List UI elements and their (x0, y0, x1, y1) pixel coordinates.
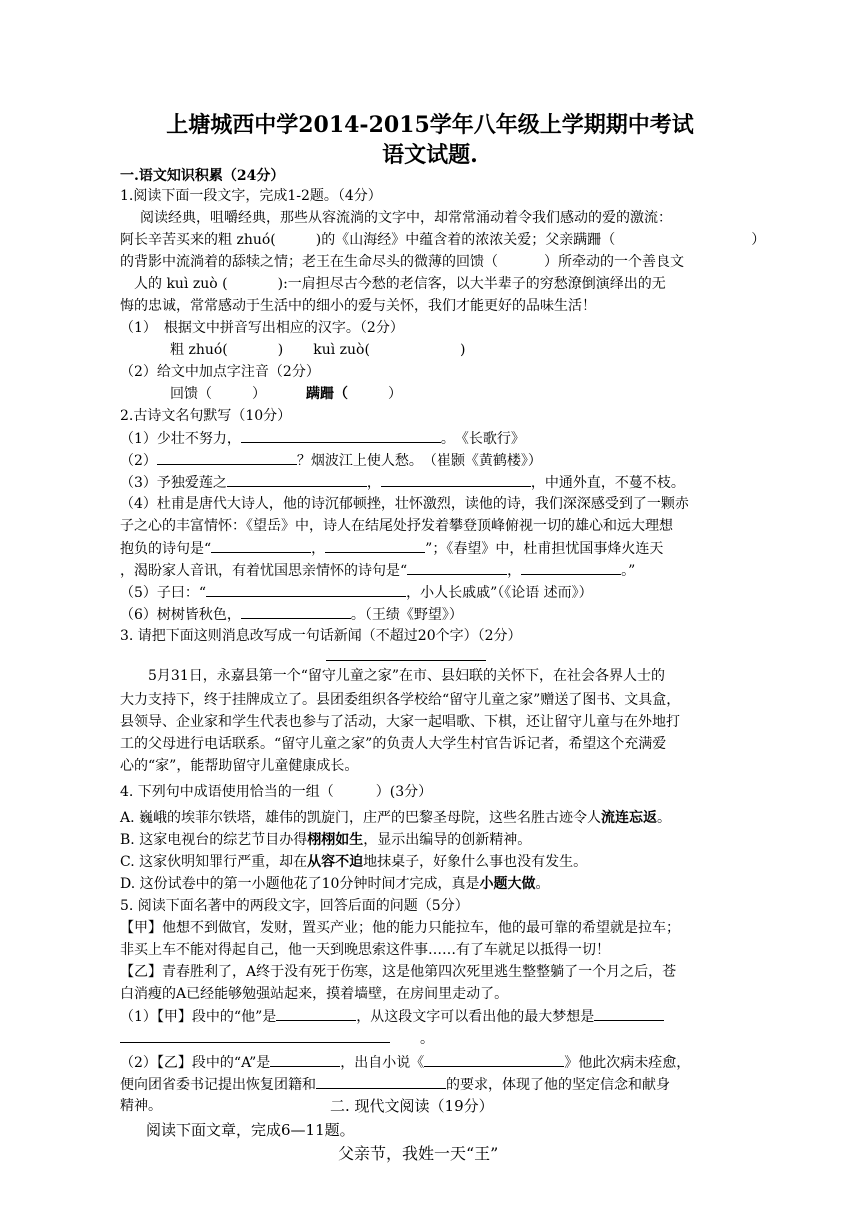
text: ， (366, 475, 381, 491)
answer-blank[interactable] (381, 472, 531, 487)
text: ) (459, 342, 466, 358)
text: 栩栩如生 (307, 832, 364, 848)
answer-blank[interactable] (206, 582, 406, 597)
q3-heading: 3. 请把下面这则消息改写成一句话新闻（不超过20个字）（2分） (120, 628, 522, 644)
q2-line: 子之心的丰富情怀：《望岳》中，诗人在结尾处抒发着攀登顶峰俯视一切的雄心和远大理想 (120, 518, 673, 534)
text: 的背影中流淌着的舔犊之情；老王在生命尽头的微薄的回馈（ (120, 254, 498, 270)
text: ”；《春望》中，杜甫担忧国事烽火连天 (425, 541, 664, 557)
answer-blank[interactable] (211, 538, 311, 553)
text: （3）予独爱莲之 (120, 475, 227, 491)
q2-line: （4）杜甫是唐代大诗人，他的诗沉郁顿挫，壮怀激烈，读他的诗，我们深深感受到了一颗赤 (120, 496, 689, 512)
q5-sub2 (120, 1052, 690, 1073)
text: 。 《长歌行》 (440, 431, 525, 447)
text: ）所牵动的一个善良文 (544, 254, 684, 270)
text: )的《山海经》中蕴含着的浓浓关爱；父亲蹒跚（ (315, 232, 616, 248)
text: ) (277, 342, 284, 358)
q2-line (120, 560, 635, 581)
q5-sub1-cont (120, 1028, 434, 1049)
q5-sub1 (120, 1006, 664, 1027)
text: （5）子曰：“ (120, 585, 207, 601)
text: 。 (535, 876, 550, 892)
q4-option-a (120, 808, 671, 828)
section-1-heading: 一.语文知识积累（24分） (120, 168, 285, 184)
text: 粗 zhuó( (170, 342, 228, 358)
answer-blank[interactable] (157, 450, 297, 465)
paper-subtitle: 语文试题. (382, 142, 478, 168)
q5-excerpt-yi: 【乙】青春胜利了，A终于没有死于伤寒，这是他第四次死里逃生整整躺了一个月之后，苍 (120, 964, 677, 980)
text: ） (751, 232, 766, 248)
text: ） (252, 386, 266, 402)
paper-title: 上塘城西中学2014-2015学年八年级上学期期中考试 (166, 112, 694, 138)
text: 小题大做 (479, 876, 536, 892)
q2-line (120, 428, 525, 449)
q3-passage-line: 心的“家”，能帮助留守儿童健康成长。 (120, 758, 359, 774)
text: ，出自小说《 (340, 1055, 425, 1071)
text: ？烟波江上使人愁。 （崔颢《黄鹤楼》） (296, 453, 542, 469)
q1-passage-line (120, 230, 765, 250)
text: ，显示出编导的创新精神。 (363, 832, 532, 848)
q3-answer-line[interactable] (326, 660, 486, 661)
q3-passage-line: 县领导、企业家和学生代表也参与了活动，大家一起唱歌、下棋，还让留守儿童与在外地打 (120, 714, 680, 730)
q2-line (120, 450, 542, 471)
q1-passage-line (134, 274, 666, 294)
article-title: 父亲节，我姓一天“王” (338, 1144, 499, 1163)
q3-passage-line: 5月31日，永嘉县第一个“留守儿童之家”在市、县妇联的关怀下，在社会各界人士的 (148, 668, 666, 684)
q4-option-c (120, 852, 587, 872)
text: kuì zuò( (313, 342, 370, 358)
q4-option-d (120, 874, 549, 894)
q1-passage-line: 悔的忠诚，常常感动于生活中的细小的爱与关怀，我们才能更好的品味生活！ (120, 298, 596, 314)
text: （2）【乙】段中的“A”是 (120, 1055, 271, 1071)
text: 阿长辛苦买来的粗 zhuó( (120, 232, 276, 248)
answer-blank[interactable] (241, 428, 441, 443)
text: 回馈（ (170, 386, 212, 402)
section-2-heading: 二. 现代文阅读（19分） (330, 1097, 494, 1115)
text: ，小人长戚戚”（《论语 述而》） (406, 585, 593, 601)
answer-blank[interactable] (521, 560, 621, 575)
q2-line (120, 582, 593, 603)
text: 流连忘返 (601, 810, 658, 826)
text: 便向团省委书记提出恢复团籍和 (120, 1077, 316, 1093)
text: 人的 kuì zuò ( (134, 276, 228, 292)
q1-heading: 1.阅读下面一段文字，完成1-2题。（4分） (120, 188, 382, 204)
q1-passage-line: 阅读经典，咀嚼经典，那些从容流淌的文字中，却常常涌动着令我们感动的爱的激流： (140, 210, 672, 226)
text: D. 这份试卷中的第一小题他花了10分钟时间才完成，真是 (120, 876, 480, 892)
text: （2） (120, 453, 157, 469)
text: A. 巍峨的埃菲尔铁塔，雄伟的凯旋门，庄严的巴黎圣母院，这些名胜古迹令人 (120, 810, 602, 826)
text: 地抹桌子，好象什么事也没有发生。 (363, 854, 588, 870)
text: ， (507, 563, 522, 579)
text: （6）树树皆秋色， (120, 607, 241, 623)
text: 。” (621, 563, 636, 579)
section-2-intro: 阅读下面文章，完成6—11题。 (146, 1121, 355, 1139)
q1-sub2: （2）给文中加点字注音（2分） (120, 364, 320, 380)
answer-blank[interactable] (325, 538, 425, 553)
text: 抱负的诗句是“ (120, 541, 212, 557)
q4-option-b (120, 830, 531, 850)
text: ） (388, 386, 402, 402)
q5-excerpt-jia: 非买上车不能对得起自己，他一天到晚思索这件事……有了车就足以抵得一切！ (120, 942, 610, 958)
answer-blank[interactable] (407, 560, 507, 575)
q2-heading: 2.古诗文名句默写（10分） (120, 408, 292, 424)
q2-line (120, 538, 663, 559)
text: 》他此次病未痊愈， (564, 1055, 691, 1071)
q5-sub2-end: 精神。 (120, 1098, 162, 1114)
text: ，渴盼家人音讯，有着忧国思亲情怀的诗句是“ (120, 563, 408, 579)
q1-sub2-blanks (170, 384, 402, 404)
text: ，中通外直，不蔓不枝。 (530, 475, 685, 491)
text: B. 这家电视台的综艺节目办得 (120, 832, 308, 848)
q1-sub1: （1） 根据文中拼音写出相应的汉字。（2分） (120, 320, 404, 336)
text: 的要求，体现了他的坚定信念和献身 (446, 1077, 670, 1093)
q5-sub2-cont (120, 1074, 670, 1095)
text: C. 这家伙明知罪行严重，却在 (120, 854, 308, 870)
q3-passage-line: 大力支持下，终于挂牌成立了。县团委组织各学校给“留守儿童之家”赠送了图书、文具盒， (120, 692, 681, 708)
answer-blank[interactable] (594, 1006, 664, 1021)
q2-line (120, 604, 463, 625)
text: ，从这段文字可以看出他的最大梦想是 (356, 1009, 595, 1025)
answer-blank[interactable] (424, 1052, 564, 1067)
answer-blank[interactable] (276, 1006, 356, 1021)
answer-blank[interactable] (120, 1028, 390, 1043)
text: 蹒跚（ (306, 386, 348, 402)
answer-blank[interactable] (227, 472, 367, 487)
q5-excerpt-yi: 白消瘦的A已经能够勉强站起来，摸着墙壁，在房间里走动了。 (120, 986, 509, 1002)
answer-blank[interactable] (241, 604, 351, 619)
text: 从容不迫 (307, 854, 364, 870)
text: ):一肩担尽古今愁的老信客，以大半辈子的穷愁潦倒演绎出的无 (277, 276, 666, 292)
text: （1）【甲】段中的“他”是 (120, 1009, 277, 1025)
text: 。（王绩《野望》） (350, 607, 463, 623)
text: ， (311, 541, 326, 557)
q1-sub1-blanks (170, 340, 465, 360)
q5-excerpt-jia: 【甲】他想不到做官，发财，置买产业；他的能力只能拉车，他的最可靠的希望就是拉车； (120, 920, 680, 936)
text: 。 (420, 1031, 434, 1047)
answer-blank[interactable] (316, 1074, 446, 1089)
q4-heading: 4. 下列句中成语使用恰当的一组（ ）(3分） (120, 784, 433, 800)
answer-blank[interactable] (270, 1052, 340, 1067)
text: （1）少壮不努力， (120, 431, 241, 447)
q5-heading: 5. 阅读下面名著中的两段文字，回答后面的问题（5分） (120, 898, 469, 914)
q3-passage-line: 工的父母进行电话联系。“留守儿童之家”的负责人大学生村官告诉记者，希望这个充满爱 (120, 736, 667, 752)
q1-passage-line (120, 252, 684, 272)
q2-line (120, 472, 685, 493)
text: 。 (657, 810, 672, 826)
